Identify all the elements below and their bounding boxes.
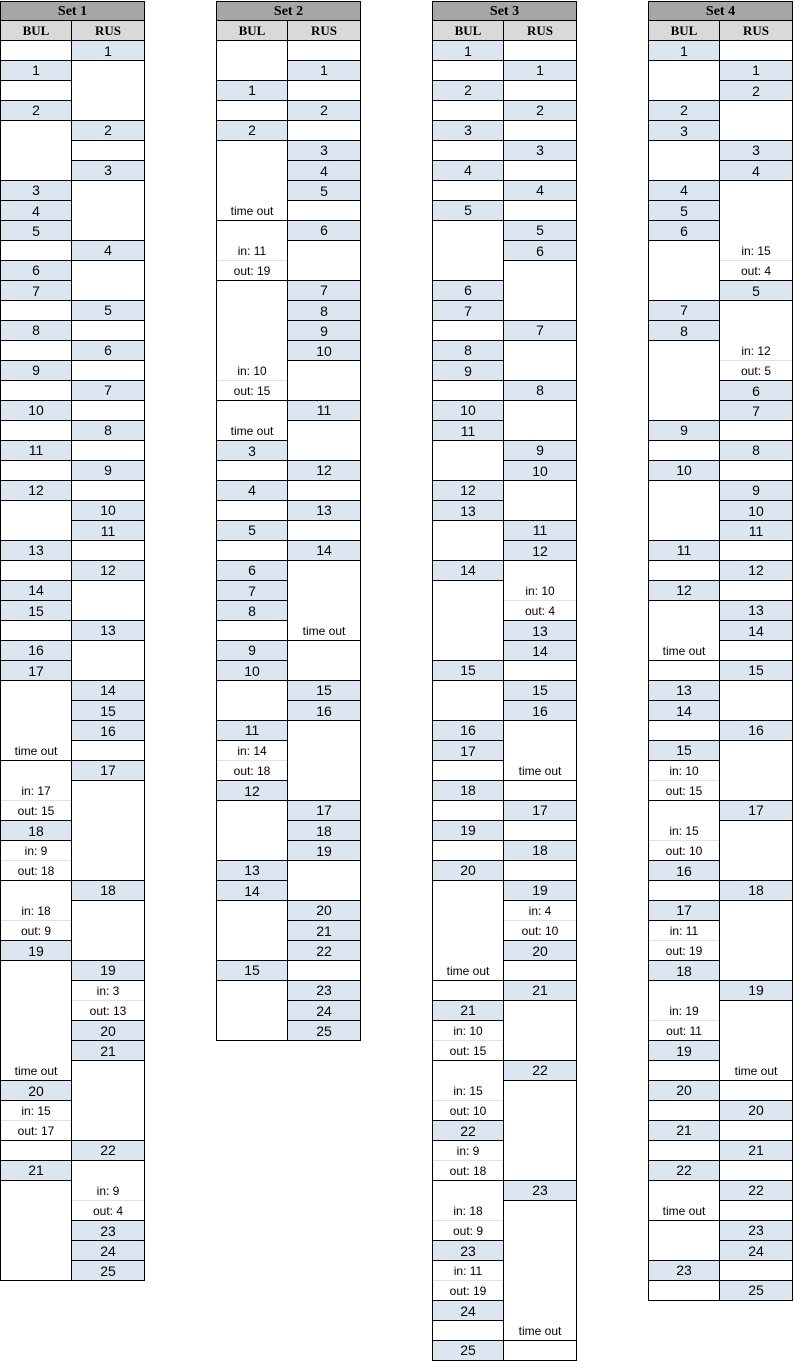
score-cell: 25 <box>720 1280 792 1301</box>
score-cell: 21 <box>504 980 576 1001</box>
score-cell: 18 <box>649 961 719 981</box>
score-cell: 14 <box>433 560 503 581</box>
score-cell: 15 <box>1 601 71 621</box>
score-cell: 21 <box>720 1140 792 1161</box>
score-cell: 14 <box>288 540 360 561</box>
timeout-cell: time out <box>433 961 503 981</box>
score-cell: 12 <box>649 580 719 601</box>
substitution-out-cell: out: 10 <box>504 921 576 941</box>
score-cell: 1 <box>504 60 576 81</box>
score-cell: 21 <box>649 1120 719 1141</box>
substitution-in-cell: in: 19 <box>649 1001 719 1021</box>
score-cell: 15 <box>720 660 792 681</box>
substitution-in-cell: in: 3 <box>72 981 144 1001</box>
score-cell: 12 <box>433 480 503 501</box>
score-cell: 10 <box>649 460 719 481</box>
score-cell: 7 <box>217 581 287 601</box>
score-cell: 21 <box>433 1000 503 1021</box>
set-title: Set 3 <box>432 1 577 21</box>
score-cell: 19 <box>1 941 71 961</box>
score-cell: 11 <box>720 521 792 541</box>
score-cell: 13 <box>720 600 792 621</box>
score-cell: 1 <box>1 60 71 81</box>
score-cell: 9 <box>433 361 503 381</box>
score-cell: 3 <box>649 121 719 141</box>
column-header-bul: BUL <box>432 21 504 41</box>
score-cell: 11 <box>1 440 71 461</box>
score-cell: 15 <box>504 680 576 701</box>
score-cell: 5 <box>288 181 360 201</box>
score-cell: 13 <box>72 620 144 641</box>
score-cell: 11 <box>288 400 360 421</box>
substitution-in-cell: in: 15 <box>649 821 719 841</box>
substitution-out-cell: out: 4 <box>504 601 576 621</box>
score-cell: 9 <box>649 420 719 441</box>
substitution-out-cell: out: 5 <box>720 361 792 381</box>
score-cell: 18 <box>433 780 503 801</box>
score-cell: 15 <box>288 680 360 701</box>
score-cell: 19 <box>720 980 792 1001</box>
substitution-in-cell: in: 9 <box>1 841 71 861</box>
score-cell: 23 <box>720 1220 792 1241</box>
column-header-rus: RUS <box>720 21 793 41</box>
score-cell: 14 <box>72 680 144 701</box>
score-cell: 12 <box>217 781 287 801</box>
score-cell: 25 <box>72 1261 144 1281</box>
substitution-out-cell: out: 18 <box>217 761 287 781</box>
substitution-in-cell: in: 9 <box>72 1181 144 1201</box>
score-cell: 8 <box>72 420 144 441</box>
score-cell: 16 <box>288 701 360 721</box>
score-cell: 1 <box>433 41 503 61</box>
score-cell: 20 <box>720 1100 792 1121</box>
score-cell: 4 <box>217 480 287 501</box>
substitution-in-cell: in: 10 <box>217 361 287 381</box>
score-cell: 14 <box>504 641 576 661</box>
rus-column <box>504 41 577 1361</box>
timeout-cell: time out <box>649 641 719 661</box>
score-cell: 1 <box>649 41 719 61</box>
score-cell: 6 <box>649 221 719 241</box>
score-cell: 15 <box>433 660 503 681</box>
substitution-in-cell: in: 15 <box>1 1101 71 1121</box>
score-cell: 6 <box>217 560 287 581</box>
score-cell: 9 <box>288 321 360 341</box>
set-title: Set 2 <box>216 1 361 21</box>
bul-column <box>648 41 720 1301</box>
substitution-in-cell: in: 18 <box>433 1201 503 1221</box>
score-cell: 7 <box>433 301 503 321</box>
score-cell: 1 <box>72 41 144 61</box>
score-cell: 9 <box>217 640 287 661</box>
rus-column <box>288 41 361 1041</box>
substitution-out-cell: out: 15 <box>1 801 71 821</box>
score-cell: 17 <box>288 800 360 821</box>
score-cell: 3 <box>433 120 503 141</box>
score-cell: 13 <box>288 500 360 521</box>
substitution-out-cell: out: 4 <box>72 1201 144 1221</box>
score-cell: 2 <box>288 100 360 121</box>
score-cell: 22 <box>288 941 360 961</box>
score-cell: 9 <box>720 480 792 501</box>
score-cell: 5 <box>504 220 576 241</box>
set-4-table <box>648 1 793 1301</box>
score-cell: 20 <box>288 900 360 921</box>
substitution-out-cell: out: 15 <box>649 781 719 801</box>
score-cell: 2 <box>504 100 576 121</box>
set-3-table <box>432 1 577 1361</box>
column-header-rus: RUS <box>72 21 145 41</box>
score-cell: 12 <box>72 560 144 581</box>
score-cell: 19 <box>649 1041 719 1061</box>
substitution-in-cell: in: 15 <box>433 1081 503 1101</box>
score-cell: 11 <box>217 720 287 741</box>
score-cell: 12 <box>504 541 576 561</box>
score-cell: 13 <box>504 621 576 641</box>
timeout-cell: time out <box>720 1061 792 1081</box>
score-cell: 6 <box>720 381 792 401</box>
score-cell: 17 <box>433 741 503 761</box>
substitution-in-cell: in: 15 <box>720 241 792 261</box>
timeout-cell: time out <box>1 1061 71 1081</box>
substitution-in-cell: in: 10 <box>504 581 576 601</box>
substitution-out-cell: out: 19 <box>217 261 287 281</box>
score-cell: 22 <box>72 1140 144 1161</box>
score-cell: 23 <box>649 1260 719 1281</box>
score-cell: 10 <box>1 400 71 421</box>
score-cell: 18 <box>72 880 144 901</box>
score-cell: 15 <box>217 960 287 981</box>
score-cell: 6 <box>433 280 503 301</box>
score-cell: 20 <box>72 1021 144 1041</box>
score-cell: 24 <box>433 1301 503 1321</box>
score-cell: 16 <box>720 720 792 741</box>
score-cell: 19 <box>433 820 503 841</box>
substitution-in-cell: in: 11 <box>217 241 287 261</box>
score-cell: 7 <box>504 320 576 341</box>
score-cell: 20 <box>433 860 503 881</box>
score-cell: 23 <box>433 1241 503 1261</box>
score-cell: 17 <box>72 760 144 781</box>
score-cell: 3 <box>504 140 576 161</box>
score-cell: 20 <box>649 1080 719 1101</box>
score-cell: 7 <box>1 281 71 301</box>
score-cell: 1 <box>288 60 360 81</box>
score-cell: 4 <box>649 180 719 201</box>
score-cell: 9 <box>72 460 144 481</box>
score-cell: 17 <box>504 800 576 821</box>
score-cell: 4 <box>433 160 503 181</box>
score-cell: 7 <box>649 300 719 321</box>
substitution-in-cell: in: 4 <box>504 901 576 921</box>
score-cell: 1 <box>720 60 792 81</box>
substitution-in-cell: in: 11 <box>649 921 719 941</box>
score-cell: 8 <box>217 601 287 621</box>
score-cell: 3 <box>1 180 71 201</box>
column-header-bul: BUL <box>648 21 720 41</box>
substitution-in-cell: in: 18 <box>1 901 71 921</box>
score-cell: 4 <box>72 240 144 261</box>
timeout-cell: time out <box>217 201 287 221</box>
score-cell: 5 <box>649 201 719 221</box>
score-cell: 23 <box>72 1221 144 1241</box>
substitution-in-cell: in: 10 <box>649 761 719 781</box>
score-cell: 1 <box>217 80 287 101</box>
score-cell: 14 <box>1 580 71 601</box>
score-cell: 17 <box>1 661 71 681</box>
score-cell: 24 <box>720 1241 792 1261</box>
substitution-out-cell: out: 15 <box>217 381 287 401</box>
substitution-out-cell: out: 19 <box>433 1281 503 1301</box>
score-cell: 16 <box>433 720 503 741</box>
score-cell: 8 <box>288 301 360 321</box>
score-cell: 9 <box>504 440 576 461</box>
score-cell: 3 <box>288 140 360 161</box>
score-cell: 2 <box>720 81 792 101</box>
score-cell: 24 <box>72 1241 144 1261</box>
score-cell: 2 <box>649 100 719 121</box>
score-cell: 15 <box>72 701 144 721</box>
substitution-out-cell: out: 17 <box>1 1121 71 1141</box>
substitution-in-cell: in: 17 <box>1 781 71 801</box>
score-cell: 8 <box>1 320 71 341</box>
score-cell: 6 <box>288 220 360 241</box>
score-cell: 7 <box>72 380 144 401</box>
score-cell: 8 <box>720 440 792 461</box>
score-cell: 7 <box>720 401 792 421</box>
score-cell: 23 <box>504 1180 576 1201</box>
score-cell: 8 <box>504 380 576 401</box>
substitution-out-cell: out: 19 <box>649 941 719 961</box>
timeout-cell: time out <box>217 421 287 441</box>
score-cell: 6 <box>72 340 144 361</box>
score-cell: 2 <box>217 120 287 141</box>
timeout-cell: time out <box>288 621 360 641</box>
substitution-out-cell: out: 9 <box>433 1221 503 1241</box>
column-header-bul: BUL <box>216 21 288 41</box>
rus-column <box>720 41 793 1301</box>
score-cell: 13 <box>217 860 287 881</box>
substitution-out-cell: out: 9 <box>1 921 71 941</box>
score-cell: 13 <box>433 501 503 521</box>
substitution-out-cell: out: 10 <box>433 1101 503 1121</box>
substitution-in-cell: in: 14 <box>217 741 287 761</box>
score-cell: 18 <box>720 880 792 901</box>
timeout-cell: time out <box>1 741 71 761</box>
substitution-out-cell: out: 15 <box>433 1041 503 1061</box>
score-cell: 7 <box>288 280 360 301</box>
column-header-bul: BUL <box>0 21 72 41</box>
score-cell: 13 <box>649 680 719 701</box>
substitution-in-cell: in: 9 <box>433 1141 503 1161</box>
score-cell: 3 <box>72 160 144 181</box>
score-cell: 10 <box>217 661 287 681</box>
score-cell: 12 <box>288 460 360 481</box>
score-cell: 10 <box>720 501 792 521</box>
score-cell: 11 <box>649 540 719 561</box>
score-cell: 14 <box>720 621 792 641</box>
score-cell: 6 <box>504 241 576 261</box>
score-cell: 17 <box>649 900 719 921</box>
score-cell: 8 <box>649 321 719 341</box>
score-cell: 5 <box>433 200 503 221</box>
timeout-cell: time out <box>504 761 576 781</box>
score-cell: 16 <box>649 861 719 881</box>
score-cell: 16 <box>1 640 71 661</box>
column-header-rus: RUS <box>288 21 361 41</box>
score-cell: 4 <box>720 161 792 181</box>
score-cell: 5 <box>72 300 144 321</box>
bul-column <box>0 41 72 1281</box>
score-cell: 5 <box>217 520 287 541</box>
column-header-rus: RUS <box>504 21 577 41</box>
score-cell: 22 <box>433 1121 503 1141</box>
set-title: Set 4 <box>648 1 793 21</box>
score-cell: 22 <box>504 1060 576 1081</box>
score-cell: 25 <box>288 1021 360 1041</box>
set-2-table <box>216 1 361 1041</box>
score-cell: 11 <box>504 520 576 541</box>
score-cell: 23 <box>288 980 360 1001</box>
score-cell: 3 <box>217 441 287 461</box>
substitution-out-cell: out: 18 <box>433 1161 503 1181</box>
score-cell: 10 <box>288 341 360 361</box>
score-cell: 19 <box>72 960 144 981</box>
substitution-in-cell: in: 11 <box>433 1261 503 1281</box>
score-cell: 5 <box>720 281 792 301</box>
score-cell: 20 <box>1 1081 71 1101</box>
score-cell: 4 <box>288 161 360 181</box>
score-cell: 20 <box>504 941 576 961</box>
score-cell: 21 <box>72 1041 144 1061</box>
score-cell: 14 <box>217 881 287 901</box>
score-cell: 8 <box>433 340 503 361</box>
substitution-out-cell: out: 10 <box>649 841 719 861</box>
score-cell: 18 <box>288 821 360 841</box>
score-cell: 16 <box>504 701 576 721</box>
score-cell: 15 <box>649 740 719 761</box>
score-cell: 12 <box>1 480 71 501</box>
score-cell: 11 <box>433 421 503 441</box>
score-cell: 19 <box>504 880 576 901</box>
score-cell: 21 <box>1 1160 71 1181</box>
bul-column <box>432 41 504 1361</box>
score-cell: 9 <box>1 360 71 381</box>
score-cell: 10 <box>504 461 576 481</box>
score-cell: 14 <box>649 701 719 721</box>
score-cell: 18 <box>1 821 71 841</box>
score-cell: 16 <box>72 721 144 741</box>
set-1-table <box>0 1 145 1281</box>
set-title: Set 1 <box>0 1 145 21</box>
substitution-out-cell: out: 11 <box>649 1021 719 1041</box>
score-cell: 4 <box>1 201 71 221</box>
bul-column <box>216 41 288 1041</box>
score-cell: 5 <box>1 221 71 241</box>
score-cell: 4 <box>504 180 576 201</box>
score-cell: 18 <box>504 840 576 861</box>
score-cell: 17 <box>720 800 792 821</box>
score-cell: 2 <box>433 80 503 101</box>
score-cell: 22 <box>649 1160 719 1181</box>
substitution-in-cell: in: 10 <box>433 1021 503 1041</box>
score-cell: 3 <box>720 140 792 161</box>
score-cell: 22 <box>720 1180 792 1201</box>
score-cell: 21 <box>288 921 360 941</box>
score-cell: 2 <box>1 100 71 121</box>
substitution-in-cell: in: 12 <box>720 341 792 361</box>
substitution-out-cell: out: 18 <box>1 861 71 881</box>
substitution-out-cell: out: 4 <box>720 261 792 281</box>
score-cell: 10 <box>72 500 144 521</box>
score-cell: 12 <box>720 560 792 581</box>
timeout-cell: time out <box>649 1201 719 1221</box>
score-cell: 11 <box>72 521 144 541</box>
score-cell: 2 <box>72 120 144 141</box>
score-cell: 6 <box>1 260 71 281</box>
score-cell: 24 <box>288 1001 360 1021</box>
score-cell: 19 <box>288 841 360 861</box>
rus-column <box>72 41 145 1281</box>
timeout-cell: time out <box>504 1321 576 1341</box>
substitution-out-cell: out: 13 <box>72 1001 144 1021</box>
score-cell: 10 <box>433 400 503 421</box>
score-cell: 13 <box>1 540 71 561</box>
score-cell: 25 <box>433 1340 503 1361</box>
